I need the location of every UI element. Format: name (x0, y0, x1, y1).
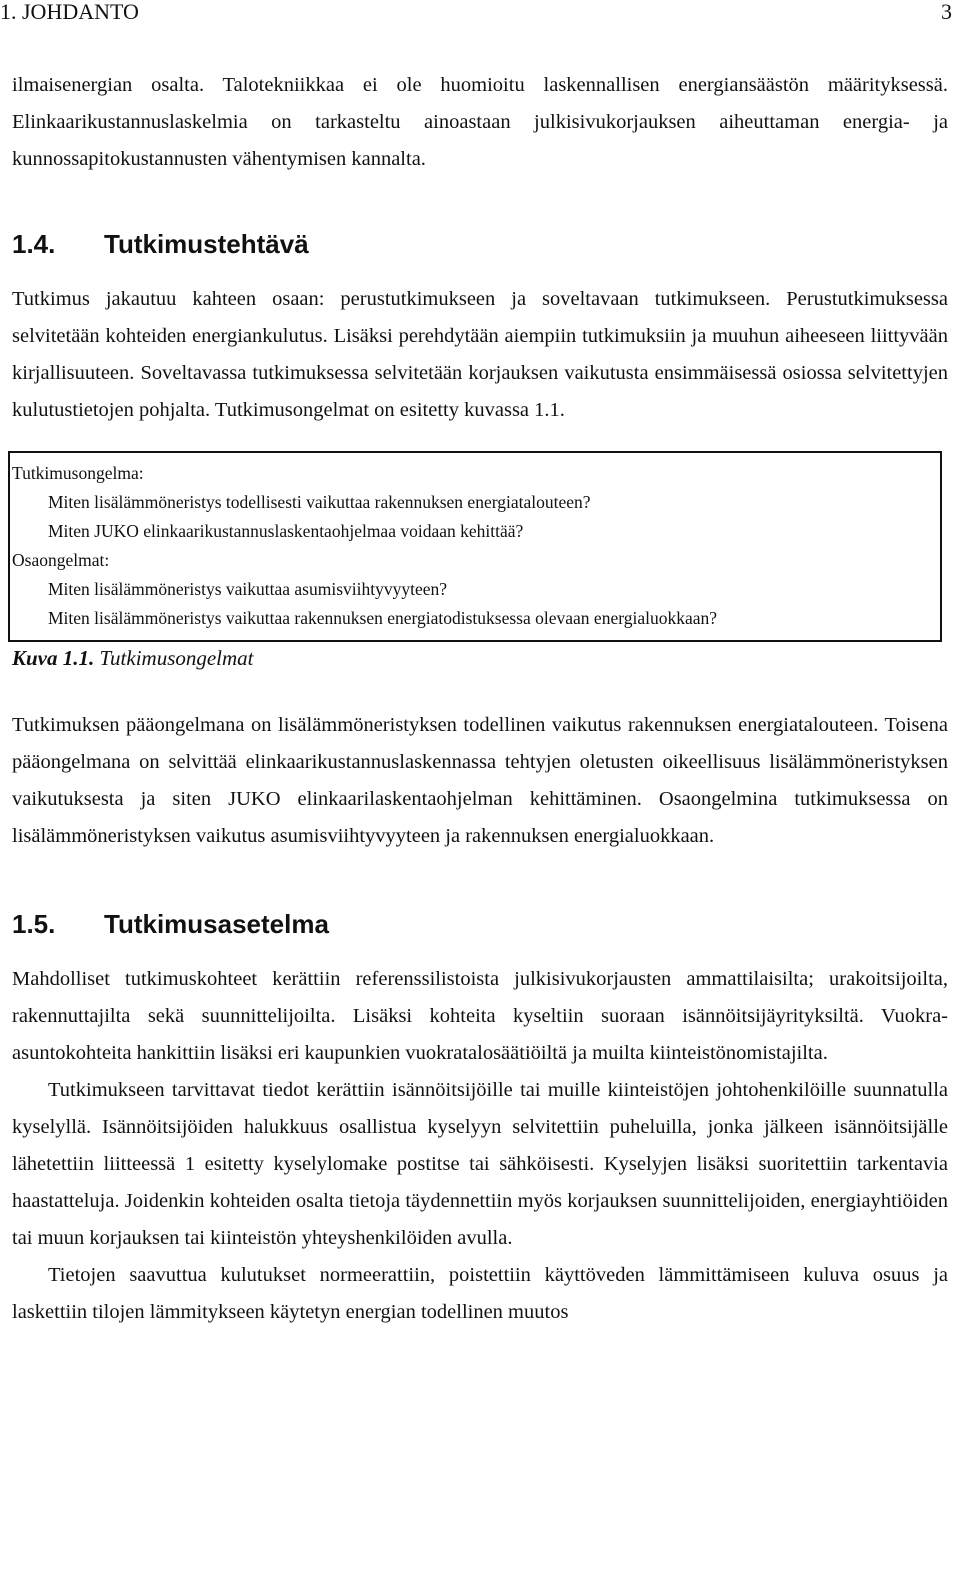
section-heading-1-4 (12, 229, 948, 259)
setup-paragraph: Tutkimukseen tarvittavat tiedot kerättiin isännöitsijöille tai muille kiinteistöjen johtohenkilöille suunnatulla kyselyllä. Isännöitsijöiden halukkuus osallistua kyselyyn selvitettiin puheluilla, jonka jälkeen isännöitsijälle lähetettiin liitteessä 1 esitetty kyselylomake postitse tai sähköisesti. Kyselyjen lisäksi suoritettiin tarkentavia haastatteluja. Joidenkin kohteiden osalta tietoja täydennettiin myös korjauksen suunnittelijoiden, energiayhtiöiden tai muun korjauksen tai kiinteistön yhteyshenkilöiden avulla. (12, 1079, 948, 1249)
main-problem-item: Miten JUKO elinkaarikustannuslaskentaohjelmaa voidaan kehittää? (48, 521, 524, 541)
intro-paragraph: ilmaisenergian osalta. Talotekniikkaa ei ole huomioitu laskennallisen energiansäästön määrityksessä. Elinkaarikustannuslaskelmia on tarkasteltu ainoastaan julkisivukorjauksen aiheuttaman energia- ja kunnossapitokustannusten vähentymisen kannalta. (12, 74, 948, 170)
section-heading-1-5 (12, 909, 948, 939)
main-problem-heading: Tutkimusongelma: (12, 463, 144, 483)
main-problem-item: Miten lisälämmöneristys todellisesti vaikuttaa rakennuksen energiatalouteen? (48, 492, 591, 512)
figure-caption (12, 643, 948, 673)
research-task-paragraph: Tutkimus jakautuu kahteen osaan: perustutkimukseen ja soveltavaan tutkimukseen. Perustutkimuksessa selvitetään kohteiden energiankulutus. Lisäksi perehdytään aiempiin tutkimuksiin ja muuhun aiheeseen liittyvään kirjallisuuteen. Soveltavassa tutkimuksessa selvitetään korjauksen vaikutusta ensimmäisessä osiossa selvitettyjen kulutustietojen pohjalta. Tutkimusongelmat on esitetty kuvassa 1.1. (12, 288, 948, 421)
chapter-title: 1. JOHDANTO (0, 0, 139, 24)
running-header (0, 0, 952, 30)
sub-problem-heading: Osaongelmat: (12, 550, 110, 570)
section-number: 1.5. (12, 909, 56, 939)
caption-label: Kuva 1.1. (12, 646, 95, 670)
section-title: Tutkimusasetelma (104, 909, 329, 939)
research-problems-box (8, 451, 942, 642)
page-number: 3 (941, 0, 952, 24)
sub-problem-item: Miten lisälämmöneristys vaikuttaa rakennuksen energiatodistuksessa olevaan energialuokkaan? (48, 608, 718, 628)
problems-paragraph: Tutkimuksen pääongelmana on lisälämmöneristyksen todellinen vaikutus rakennuksen energiatalouteen. Toisena pääongelmana on selvittää elinkaarikustannuslaskennassa tehtyjen oletusten oikeellisuus lisälämmöneristyksen vaikutuksesta ja siten JUKO elinkaarilaskentaohjelman kehittäminen. Osaongelmina tutkimuksessa on lisälämmöneristyksen vaikutus asumisviihtyvyyteen ja rakennuksen energialuokkaan. (12, 714, 948, 847)
setup-paragraph: Mahdolliset tutkimuskohteet kerättiin referenssilistoista julkisivukorjausten ammattilaisilta; urakoitsijoilta, rakennuttajilta sekä suunnittelijoilta. Lisäksi kohteita kyseltiin suoraan isännöitsijäyrityksiltä. Vuokra-asuntokohteita hankittiin lisäksi eri kaupunkien vuokratalosäätiöiltä ja muilta kiinteistönomistajilta. (12, 968, 948, 1064)
section-number: 1.4. (12, 229, 56, 259)
caption-text: Tutkimusongelmat (99, 646, 254, 670)
setup-paragraph: Tietojen saavuttua kulutukset normeerattiin, poistettiin käyttöveden lämmittämiseen kuluva osuus ja laskettiin tilojen lämmitykseen käytetyn energian todellinen muutos (12, 1264, 948, 1323)
section-title: Tutkimustehtävä (104, 229, 309, 259)
sub-problem-item: Miten lisälämmöneristys vaikuttaa asumisviihtyvyyteen? (48, 579, 448, 599)
